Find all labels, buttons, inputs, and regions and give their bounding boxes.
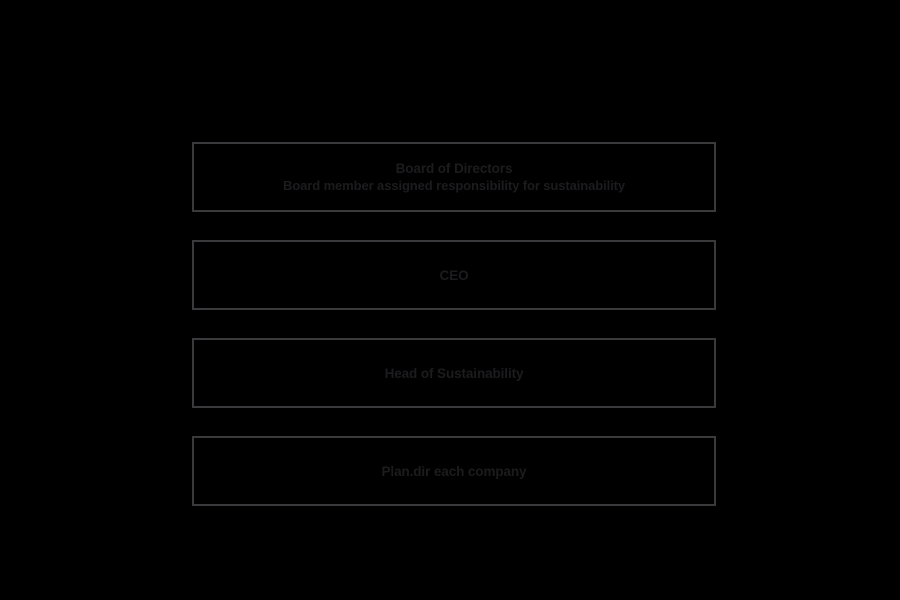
node-board-of-directors-subtitle: Board member assigned responsibility for sustainability bbox=[283, 178, 625, 193]
node-ceo-title: CEO bbox=[439, 267, 469, 283]
node-plan-dir-each-company bbox=[192, 436, 716, 506]
node-head-of-sustainability-title: Head of Sustainability bbox=[384, 365, 524, 381]
node-board-of-directors bbox=[192, 142, 716, 212]
node-board-of-directors-title: Board of Directors bbox=[395, 161, 513, 176]
node-plan-dir-each-company-title: Plan.dir each company bbox=[381, 463, 527, 479]
node-ceo bbox=[192, 240, 716, 310]
node-head-of-sustainability bbox=[192, 338, 716, 408]
hierarchy-stack bbox=[192, 142, 716, 506]
